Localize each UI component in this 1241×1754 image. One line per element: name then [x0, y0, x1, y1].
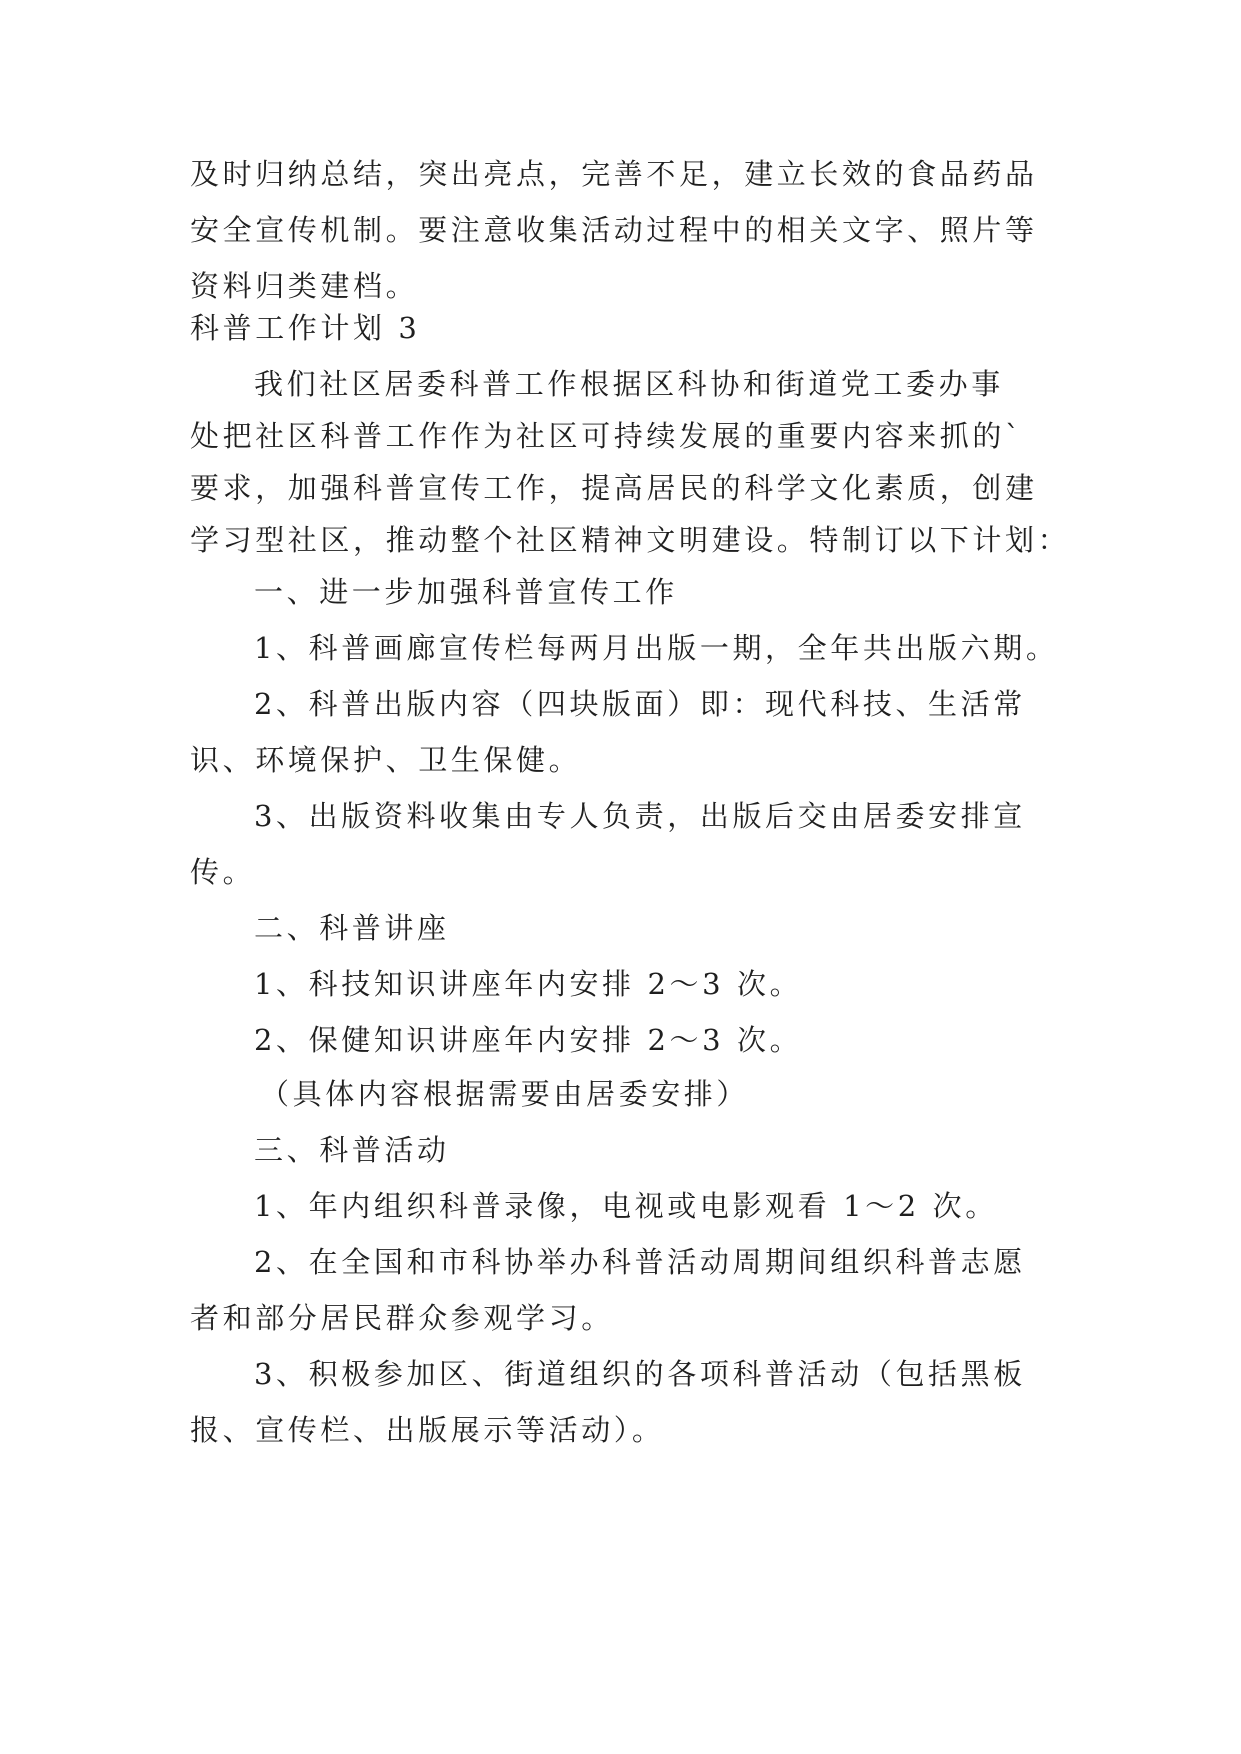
paragraph-line: 识、环境保护、卫生保健。 — [190, 743, 582, 777]
list-item: 2、科普出版内容（四块版面）即：现代科技、生活常 — [254, 687, 1026, 721]
list-item: 1、科普画廊宣传栏每两月出版一期，全年共出版六期。 — [254, 631, 1059, 665]
paragraph-line: 我们社区居委科普工作根据区科协和街道党工委办事 — [254, 367, 1004, 401]
paragraph-line: 报、宣传栏、出版展示等活动）。 — [190, 1413, 665, 1447]
list-item: 2、保健知识讲座年内安排 2～3 次。 — [254, 1023, 803, 1057]
paragraph-line: 学习型社区，推动整个社区精神文明建设。特制订以下计划： — [190, 523, 1071, 557]
note-line: （具体内容根据需要由居委安排） — [260, 1077, 750, 1111]
paragraph-line: 者和部分居民群众参观学习。 — [190, 1301, 614, 1335]
subsection-heading: 一、进一步加强科普宣传工作 — [254, 575, 678, 609]
list-item: 2、在全国和市科协举办科普活动周期间组织科普志愿 — [254, 1245, 1026, 1279]
paragraph-line: 安全宣传机制。要注意收集活动过程中的相关文字、照片等 — [190, 213, 1038, 247]
subsection-heading: 三、科普活动 — [254, 1133, 450, 1167]
section-heading: 科普工作计划 3 — [190, 311, 421, 345]
list-item: 1、科技知识讲座年内安排 2～3 次。 — [254, 967, 803, 1001]
list-item: 3、出版资料收集由专人负责，出版后交由居委安排宣 — [254, 799, 1026, 833]
list-item: 3、积极参加区、街道组织的各项科普活动（包括黑板 — [254, 1357, 1026, 1391]
paragraph-line: 处把社区科普工作作为社区可持续发展的重要内容来抓的` — [190, 419, 1024, 453]
paragraph-line: 传。 — [190, 855, 256, 889]
subsection-heading: 二、科普讲座 — [254, 911, 450, 945]
list-item: 1、年内组织科普录像，电视或电影观看 1～2 次。 — [254, 1189, 998, 1223]
paragraph-line: 要求，加强科普宣传工作，提高居民的科学文化素质，创建 — [190, 471, 1038, 505]
paragraph-line: 资料归类建档。 — [190, 269, 419, 303]
paragraph-line: 及时归纳总结，突出亮点，完善不足，建立长效的食品药品 — [190, 157, 1038, 191]
